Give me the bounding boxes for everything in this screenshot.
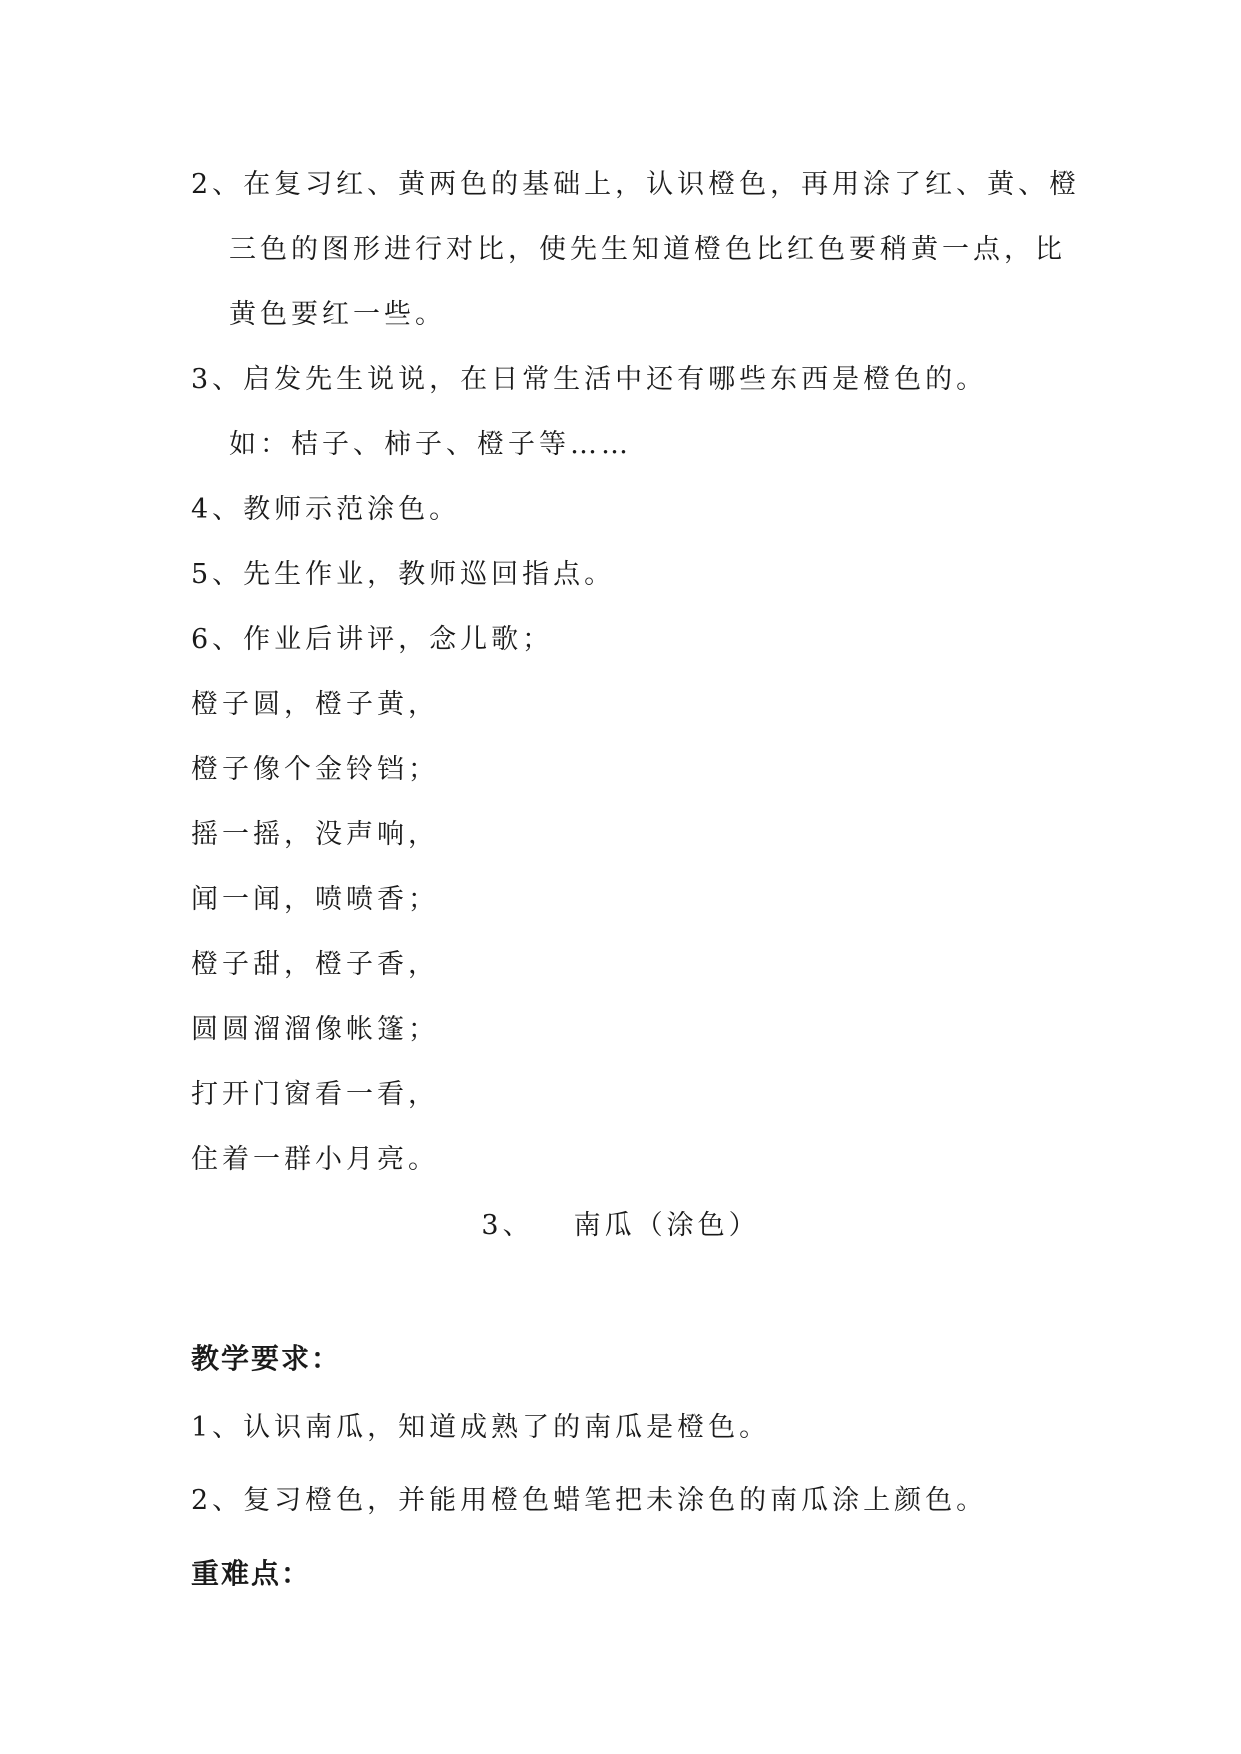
poem-line-4: 闻一闻，喷喷香； xyxy=(191,884,439,915)
poem-line-7: 打开门窗看一看， xyxy=(191,1079,439,1110)
item-2-line-3: 黄色要红一些。 xyxy=(229,299,446,330)
poem-line-3: 摇一摇，没声响， xyxy=(191,819,439,850)
poem-line-2: 橙子像个金铃铛； xyxy=(191,754,439,785)
requirement-item-2: 2、复习橙色，并能用橙色蜡笔把未涂色的南瓜涂上颜色。 xyxy=(191,1485,988,1516)
item-2-line-2: 三色的图形进行对比，使先生知道橙色比红色要稍黄一点，比 xyxy=(229,234,1066,265)
item-3-line-1: 3、启发先生说说，在日常生活中还有哪些东西是橙色的。 xyxy=(191,364,988,395)
poem-line-8: 住着一群小月亮。 xyxy=(191,1144,439,1175)
poem-line-6: 圆圆溜溜像帐篷； xyxy=(191,1014,439,1045)
item-3-line-2: 如：桔子、柿子、橙子等…… xyxy=(229,429,632,460)
item-5: 5、先生作业，教师巡回指点。 xyxy=(191,559,616,590)
poem-line-1: 橙子圆，橙子黄， xyxy=(191,689,439,720)
section-title xyxy=(0,1212,1241,1239)
requirement-item-1: 1、认识南瓜，知道成熟了的南瓜是橙色。 xyxy=(191,1412,771,1443)
item-2-line-1: 2、在复习红、黄两色的基础上，认识橙色，再用涂了红、黄、橙 xyxy=(191,169,1081,200)
section-title-text: 南瓜（涂色） xyxy=(573,1210,760,1241)
poem-line-5: 橙子甜，橙子香， xyxy=(191,949,439,980)
key-points-heading: 重难点： xyxy=(191,1557,312,1590)
section-number: 3、 xyxy=(481,1210,534,1241)
item-6: 6、作业后讲评，念儿歌； xyxy=(191,624,554,655)
requirements-heading: 教学要求： xyxy=(191,1342,342,1375)
item-4: 4、教师示范涂色。 xyxy=(191,494,461,525)
